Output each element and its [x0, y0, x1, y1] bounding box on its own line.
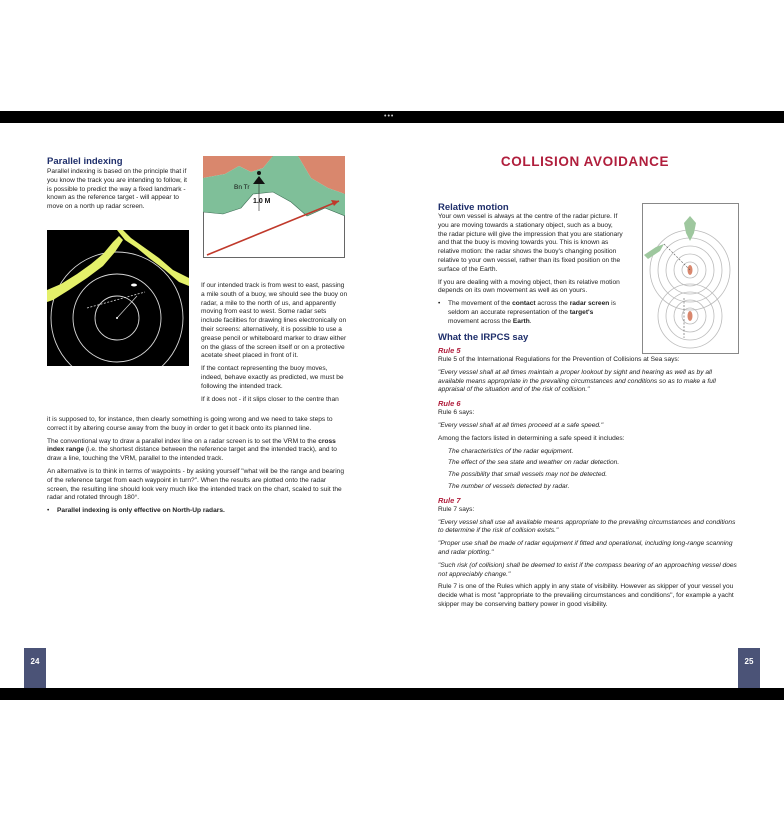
- bullet-note: • The movement of the contact across the radar screen is seldom an accurate representation of the target's movement across the Earth.: [438, 300, 616, 325]
- more-dots-icon[interactable]: •••: [384, 113, 395, 120]
- irpcs-heading: What the IRPCS say: [438, 332, 529, 343]
- quote: "Proper use shall be made of radar equipment if fitted and operational, including long-range scanning and radar plotting.": [438, 540, 733, 556]
- left-column-text: [201, 282, 349, 404]
- chart-label-bn: Bn Tr: [234, 184, 250, 191]
- paragraph: Your own vessel is always at the centre of the radar picture. If you are moving towards a stationary object, such as a buoy, the radar picture will give the impression that you are stationary and that the buoy is moving towards you. This is known as relative motion: the radar shows the buoy's changing position relative to your own vessel, rather than its fixed position on the surface of the Earth.: [438, 213, 623, 273]
- paragraph: Rule 7 says:: [438, 505, 475, 513]
- factor-item: The effect of the sea state and weather on radar detection.: [448, 459, 620, 467]
- quote: "Such risk (of collision) shall be deemed to exist if the compass bearing of an approaching vessel does not appreciably change.": [438, 561, 737, 578]
- relative-motion-text: [438, 213, 623, 331]
- factor-item: The characteristics of the radar equipment.: [448, 447, 574, 455]
- paragraph: Rule 7 is one of the Rules which apply in any state of visibility. However as skipper of your vessel you decide what is most "appropriate to the prevailing circumstances and conditions", for example a yacht skipper may be conserving battery power in good visibility.: [438, 583, 734, 608]
- chart-label-distance: 1.0 M: [253, 198, 271, 205]
- rule-heading: Rule 7: [438, 495, 461, 505]
- page-number-right: 25: [738, 648, 760, 688]
- paragraph: If the contact representing the buoy moves, indeed, behave exactly as predicted, we must be following the intended track.: [201, 365, 344, 390]
- paragraph: If it does not - if it slips closer to the centre than: [201, 395, 339, 403]
- radar-screen-image: [47, 230, 189, 366]
- bottom-bar: [0, 688, 784, 700]
- quote: "Every vessel shall at all times maintain a proper lookout by sight and hearing as well as by all available means appropriate in the prevailing circumstances and conditions so as to make a full appraisal of the situation and of the risk of collision.": [438, 368, 716, 394]
- bullet-note: • Parallel indexing is only effective on North-Up radars.: [47, 507, 225, 515]
- left-full-text: [47, 416, 349, 520]
- page-number-left: 24: [24, 648, 46, 688]
- paragraph: An alternative is to think in terms of waypoints - by asking yourself "what will be the range and bearing of the reference target from each waypoint in turn?". When the results are plotted onto the radar screen, the resulting line should look very much like the intended track on the chart, scaled to suit the radar and rotated through 180°.: [47, 467, 345, 502]
- paragraph: Among the factors listed in determining a safe speed it includes:: [438, 434, 625, 442]
- paragraph: If you are dealing with a moving object, then its relative motion depends on its own movement as well as on yours.: [438, 278, 620, 295]
- rule-heading: Rule 5: [438, 346, 461, 355]
- paragraph: it is supposed to, for instance, then clearly something is going wrong and we need to take steps to correct it by altering course away from the buoy in order to get it back onto its planned line.: [47, 416, 333, 432]
- paragraph: Rule 6 says:: [438, 409, 475, 417]
- book-spread: [0, 123, 784, 688]
- page-title: COLLISION AVOIDANCE: [500, 154, 670, 169]
- quote: "Every vessel shall at all times proceed at a safe speed.": [438, 421, 604, 429]
- paragraph: If our intended track is from west to east, passing a mile south of a buoy, we should see the buoy on radar, a mile to the north of us, and apparently moving from east to west. Some radar sets include facilities for drawing lines electronically on their screens: alternatively, it is possible to use a grease pencil or whiteboard marker to draw either on the glass of the screen itself or on a protective acetate sheet placed in front of it.: [201, 282, 348, 360]
- chart-illustration: [203, 156, 345, 258]
- left-page-intro: Parallel indexing is based on the principle that if you know the track you are intending to follow, it is possible to predict the way a fixed landmark - known as the reference target - will appear to move on a north up radar screen.: [47, 168, 188, 211]
- paragraph: The conventional way to draw a parallel index line on a radar screen is to set the VRM to the cross index range (i.e. the shortest distance between the reference target and the intended track), and to draw a line, touching the VRM, parallel to the intended track.: [47, 437, 337, 463]
- rule-heading: Rule 6: [438, 399, 461, 409]
- left-page-heading: Parallel indexing: [47, 156, 123, 167]
- relative-motion-heading: Relative motion: [438, 202, 509, 213]
- factor-item: The number of vessels detected by radar.: [448, 482, 570, 490]
- quote: "Every vessel shall use all available means appropriate to the prevailing circumstances and conditions to determine if the risk of collision exists.": [438, 518, 736, 535]
- factor-item: The possibility that small vessels may not be detected.: [448, 471, 608, 479]
- irpcs-section: [438, 332, 738, 614]
- paragraph: Rule 5 of the International Regulations for the Prevention of Collisions at Sea says:: [438, 356, 680, 363]
